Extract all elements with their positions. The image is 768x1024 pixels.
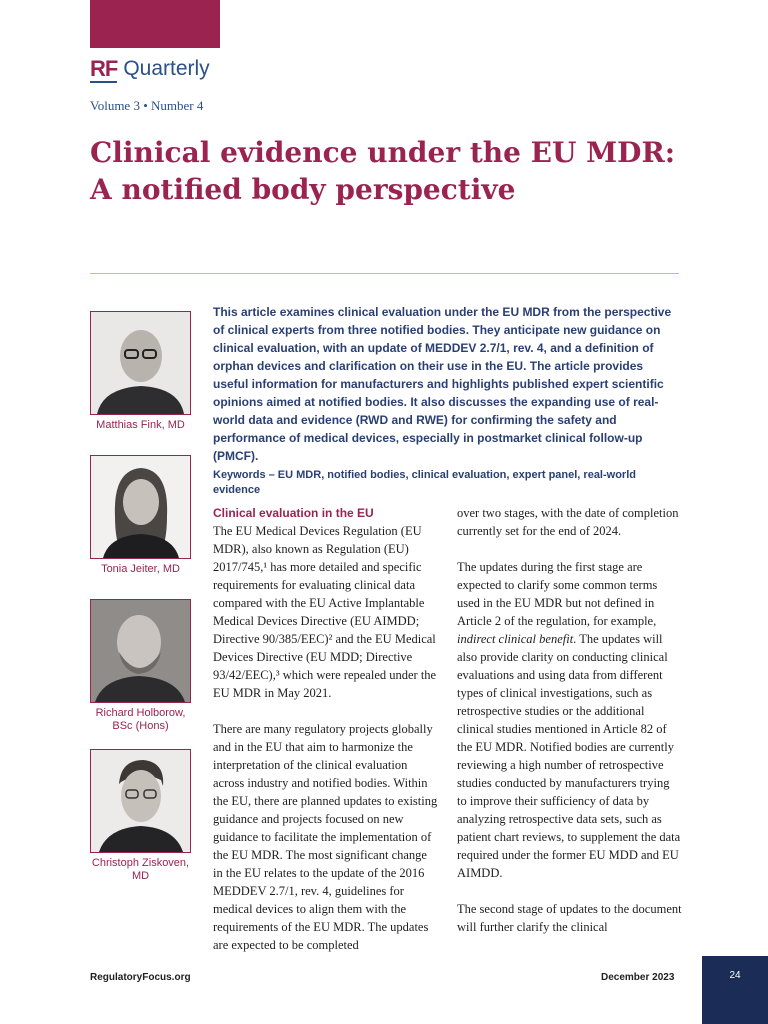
title-divider (90, 273, 679, 274)
author-card (90, 599, 191, 733)
author-card (90, 455, 191, 576)
body-column-left (213, 504, 438, 972)
body-paragraph: There are many regulatory projects globally and in the EU that aim to harmonize the interpretation of the clinical evaluation across industry and notified bodies. Within the EU, there are planned updates to existing guidance and projects focused on new guidance to facilitate the implementation of the EU MDR. The most significant change in the EU relates to the update of the 2016 MEDDEV 2.7/1, rev. 4, guidelines for medical devices to align them with the requirements of the EU MDR. The updates are expected to be completed (213, 722, 438, 952)
article-abstract: This article examines clinical evaluation under the EU MDR from the perspective of clinical experts from three notified bodies. They anticipate new guidance on clinical evaluation, with an update of MEDDEV 2.7/1, rev. 4, and a definition of orphan devices and clarification on their use in the EU. The article provides useful information for manufacturers and highlights published expert scientific opinions aimed at notified bodies. It also discusses the expanding use of real-world data and evidence (RWD and RWE) for confirming the safety and performance of medical devices, especially in postmarket clinical follow-up (PMCF). (213, 305, 672, 463)
author-name: Matthias Fink, MD (96, 419, 185, 431)
footer-date: December 2023 (601, 972, 675, 983)
body-paragraph (457, 558, 682, 882)
portrait-icon (91, 456, 190, 558)
title-line-1: Clinical evidence under the EU MDR: (90, 136, 676, 169)
body-column-right (457, 504, 682, 954)
body-paragraph: The second stage of updates to the document will further clarify the clinical (457, 902, 682, 934)
author-name: Christoph Ziskoven, MD (91, 857, 190, 882)
logo-mark: RF (90, 56, 118, 81)
author-photo (90, 311, 191, 415)
title-line-2: A notified body perspective (90, 173, 516, 206)
page-number-box (702, 956, 768, 1024)
body-paragraph: over two stages, with the date of completion currently set for the end of 2024. (457, 506, 679, 538)
portrait-icon (91, 600, 190, 702)
body-text: The updates during the first stage are expected to clarify some common terms used in the EU MDR but not defined in Article 2 of the regulation, for example, (457, 560, 658, 628)
author-name: Richard Holborow, BSc (Hons) (95, 707, 186, 732)
publication-logo (90, 56, 210, 82)
section-heading: Clinical evaluation in the EU (213, 506, 374, 520)
body-paragraph: The EU Medical Devices Regulation (EU MDR), also known as Regulation (EU) 2017/745,¹ has more detailed and specific requirements for evaluating clinical data compared with the EU Active Implantable Medical Devices Directive (EU AIMDD; Directive 90/385/EEC)² and the EU Medical Devices Directive (EU MDD; Directive 93/42/EEC),³ which were repealed under the EU MDR in May 2021. (213, 524, 437, 700)
author-card (90, 311, 191, 432)
publication-name: Quarterly (123, 57, 210, 80)
header-color-band (90, 0, 220, 48)
portrait-icon (91, 312, 190, 414)
article-title (90, 134, 690, 208)
author-name: Tonia Jeiter, MD (101, 563, 180, 575)
issue-info: Volume 3 • Number 4 (90, 98, 204, 113)
page-number: 24 (729, 970, 741, 981)
portrait-icon (91, 750, 190, 852)
author-photo (90, 599, 191, 703)
author-photo (90, 455, 191, 559)
footer-site-link[interactable]: RegulatoryFocus.org (90, 972, 191, 983)
author-photo (90, 749, 191, 853)
body-text: . The updates will also provide clarity on conducting clinical evaluations and using data from different types of clinical investigations, such as retrospective studies or the additional clinical studies mentioned in Article 82 of the EU MDR. Notified bodies are currently reviewing a high number of retrospective studies conducted by manufacturers trying to improve their sufficiency of data by analyzing retrospective data sets, such as patient chart reviews, to supplement the data required under the former EU MDD and EU AIMDD. (457, 632, 681, 880)
emphasized-term: indirect clinical benefit (457, 632, 574, 646)
article-keywords: Keywords – EU MDR, notified bodies, clinical evaluation, expert panel, real-world evidence (213, 469, 636, 496)
author-card (90, 749, 191, 883)
